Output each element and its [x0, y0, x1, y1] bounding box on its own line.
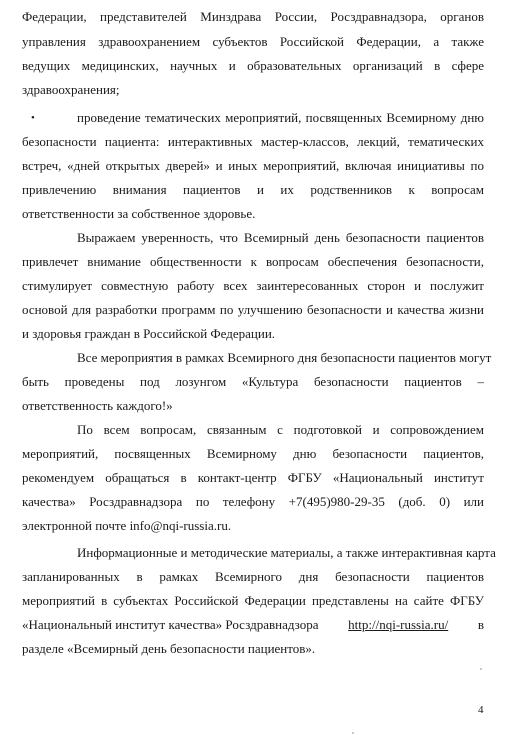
scan-speck	[352, 732, 354, 734]
text-line: мероприятий, посвященных Всемирному дню безопасности пациентов,	[22, 446, 484, 461]
text-line: управления здравоохранением субъектов Российской Федерации, а также	[22, 34, 484, 49]
text-line: запланированных в рамках Всемирного дня безопасности пациентов	[22, 569, 484, 584]
text-line: разделе «Всемирный день безопасности пациентов».	[22, 641, 316, 656]
text-line: встреч, «дней открытых дверей» и иных мероприятий, включая инициативы по	[22, 158, 484, 173]
text-line: и здоровья граждан в Российской Федерации.	[22, 326, 276, 341]
text-line: проведение тематических мероприятий, посвященных Всемирному дню	[77, 110, 484, 125]
text-line: Все мероприятия в рамках Всемирного дня безопасности пациентов могут	[77, 350, 492, 365]
text-line: Информационные и методические материалы, а также интерактивная карта	[77, 545, 496, 560]
text-line: ведущих медицинских, научных и образовательных организаций в сфере	[22, 58, 484, 73]
text-line: ответственность каждого!»	[22, 398, 173, 413]
text-line: электронной почте info@nqi-russia.ru.	[22, 518, 232, 533]
text-line: Выражаем уверенность, что Всемирный день безопасности пациентов	[77, 230, 484, 245]
page-number: 4	[478, 704, 484, 716]
scan-speck	[480, 668, 482, 670]
text-line: быть проведены под лозунгом «Культура безопасности пациентов –	[22, 374, 484, 389]
text-line: привлечению внимания пациентов и их родственников к вопросам	[22, 182, 484, 197]
text-line: По всем вопросам, связанным с подготовкой и сопровождением	[77, 422, 484, 437]
text-line-with-link	[22, 617, 484, 633]
text-line: безопасности пациента: интерактивных мастер-классов, лекций, тематических	[22, 134, 484, 149]
text-line: рекомендуем обращаться в контакт-центр ФГБУ «Национальный институт	[22, 470, 484, 485]
text-line: Федерации, представителей Минздрава России, Росздравнадзора, органов	[22, 9, 484, 24]
text-line: стимулирует совместную работу всех заинтересованных сторон и послужит	[22, 278, 484, 293]
text-line: здравоохранения;	[22, 82, 120, 97]
text-fragment: в	[477, 617, 484, 632]
text-fragment: «Национальный институт качества» Росздравнадзора	[22, 617, 319, 632]
website-link[interactable]: http://nqi-russia.ru/	[348, 617, 449, 632]
text-line: качества» Росздравнадзора по телефону +7(495)980-29-35 (доб. 0) или	[22, 494, 484, 509]
text-line: привлечет внимание общественности к вопросам обеспечения безопасности,	[22, 254, 484, 269]
bullet-marker: •	[31, 112, 35, 124]
text-line: основой для разработки программ по улучшению безопасности и качества жизни	[22, 302, 484, 317]
text-line: мероприятий в субъектах Российской Федерации представлены на сайте ФГБУ	[22, 593, 484, 608]
text-line: ответственности за собственное здоровье.	[22, 206, 256, 221]
